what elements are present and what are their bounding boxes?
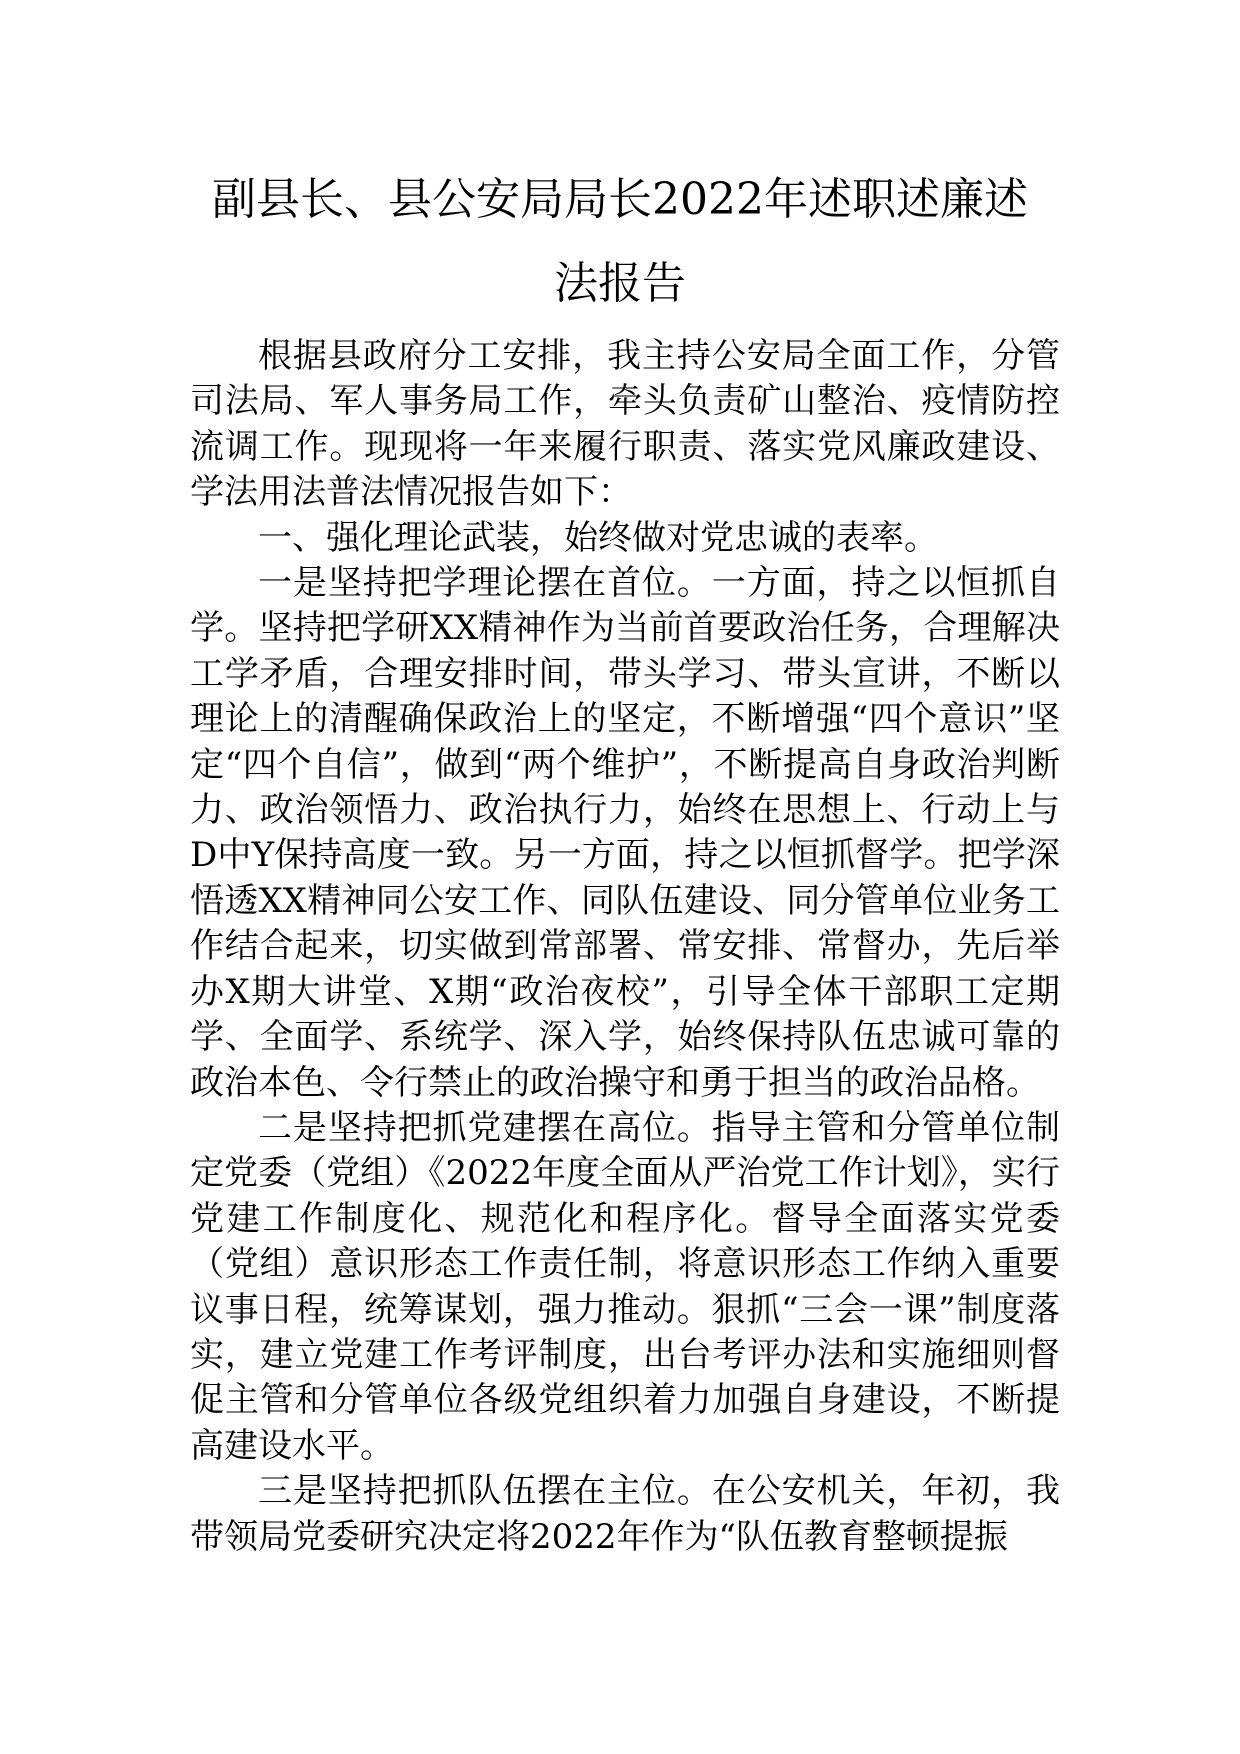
- paragraph-study-theory: 一是坚持把学理论摆在首位。一方面，持之以恒抓自学。坚持把学研XX精神作为当前首要政治任务，合理解决工学矛盾，合理安排时间，带头学习、带头宣讲，不断以理论上的清醒确保政治上的坚定，不断增强“四个意识”坚定“四个自信”，做到“两个维护”，不断提高自身政治判断力、政治领悟力、政治执行力，始终在思想上、行动上与D中Y保持高度一致。另一方面，持之以恒抓督学。把学深悟透XX精神同公安工作、同队伍建设、同分管单位业务工作结合起来，切实做到常部署、常安排、常督办，先后举办X期大讲堂、X期“政治夜校”，引导全体干部职工定期学、全面学、系统学、深入学，始终保持队伍忠诚可靠的政治本色、令行禁止的政治操守和勇于担当的政治品格。: [190, 563, 1060, 1103]
- section-heading-1: 一、强化理论武装，始终做对党忠诚的表率。: [258, 517, 938, 558]
- document-title-line-2: 法报告: [554, 258, 686, 309]
- paragraph-team-building: 三是坚持把抓队伍摆在主位。在公安机关，年初，我带领局党委研究决定将2022年作为“队伍教育整顿提振: [190, 1471, 1060, 1557]
- document-title-line-1: 副县长、县公安局局长2022年述职述廉述: [212, 174, 1028, 225]
- paragraph-party-building: 二是坚持把抓党建摆在高位。指导主管和分管单位制定党委（党组）《2022年度全面从严治党工作计划》，实行党建工作制度化、规范化和程序化。督导全面落实党委（党组）意识形态工作责任制，将意识形态工作纳入重要议事日程，统筹谋划，强力推动。狠抓“三会一课”制度落实，建立党建工作考评制度，出台考评办法和实施细则督促主管和分管单位各级党组织着力加强自身建设，不断提高建设水平。: [190, 1107, 1060, 1466]
- intro-paragraph: 根据县政府分工安排，我主持公安局全面工作，分管司法局、军人事务局工作，牵头负责矿山整治、疫情防控流调工作。现现将一年来履行职责、落实党风廉政建设、学法用法普法情况报告如下：: [190, 336, 1060, 513]
- document-body: [190, 334, 1060, 1560]
